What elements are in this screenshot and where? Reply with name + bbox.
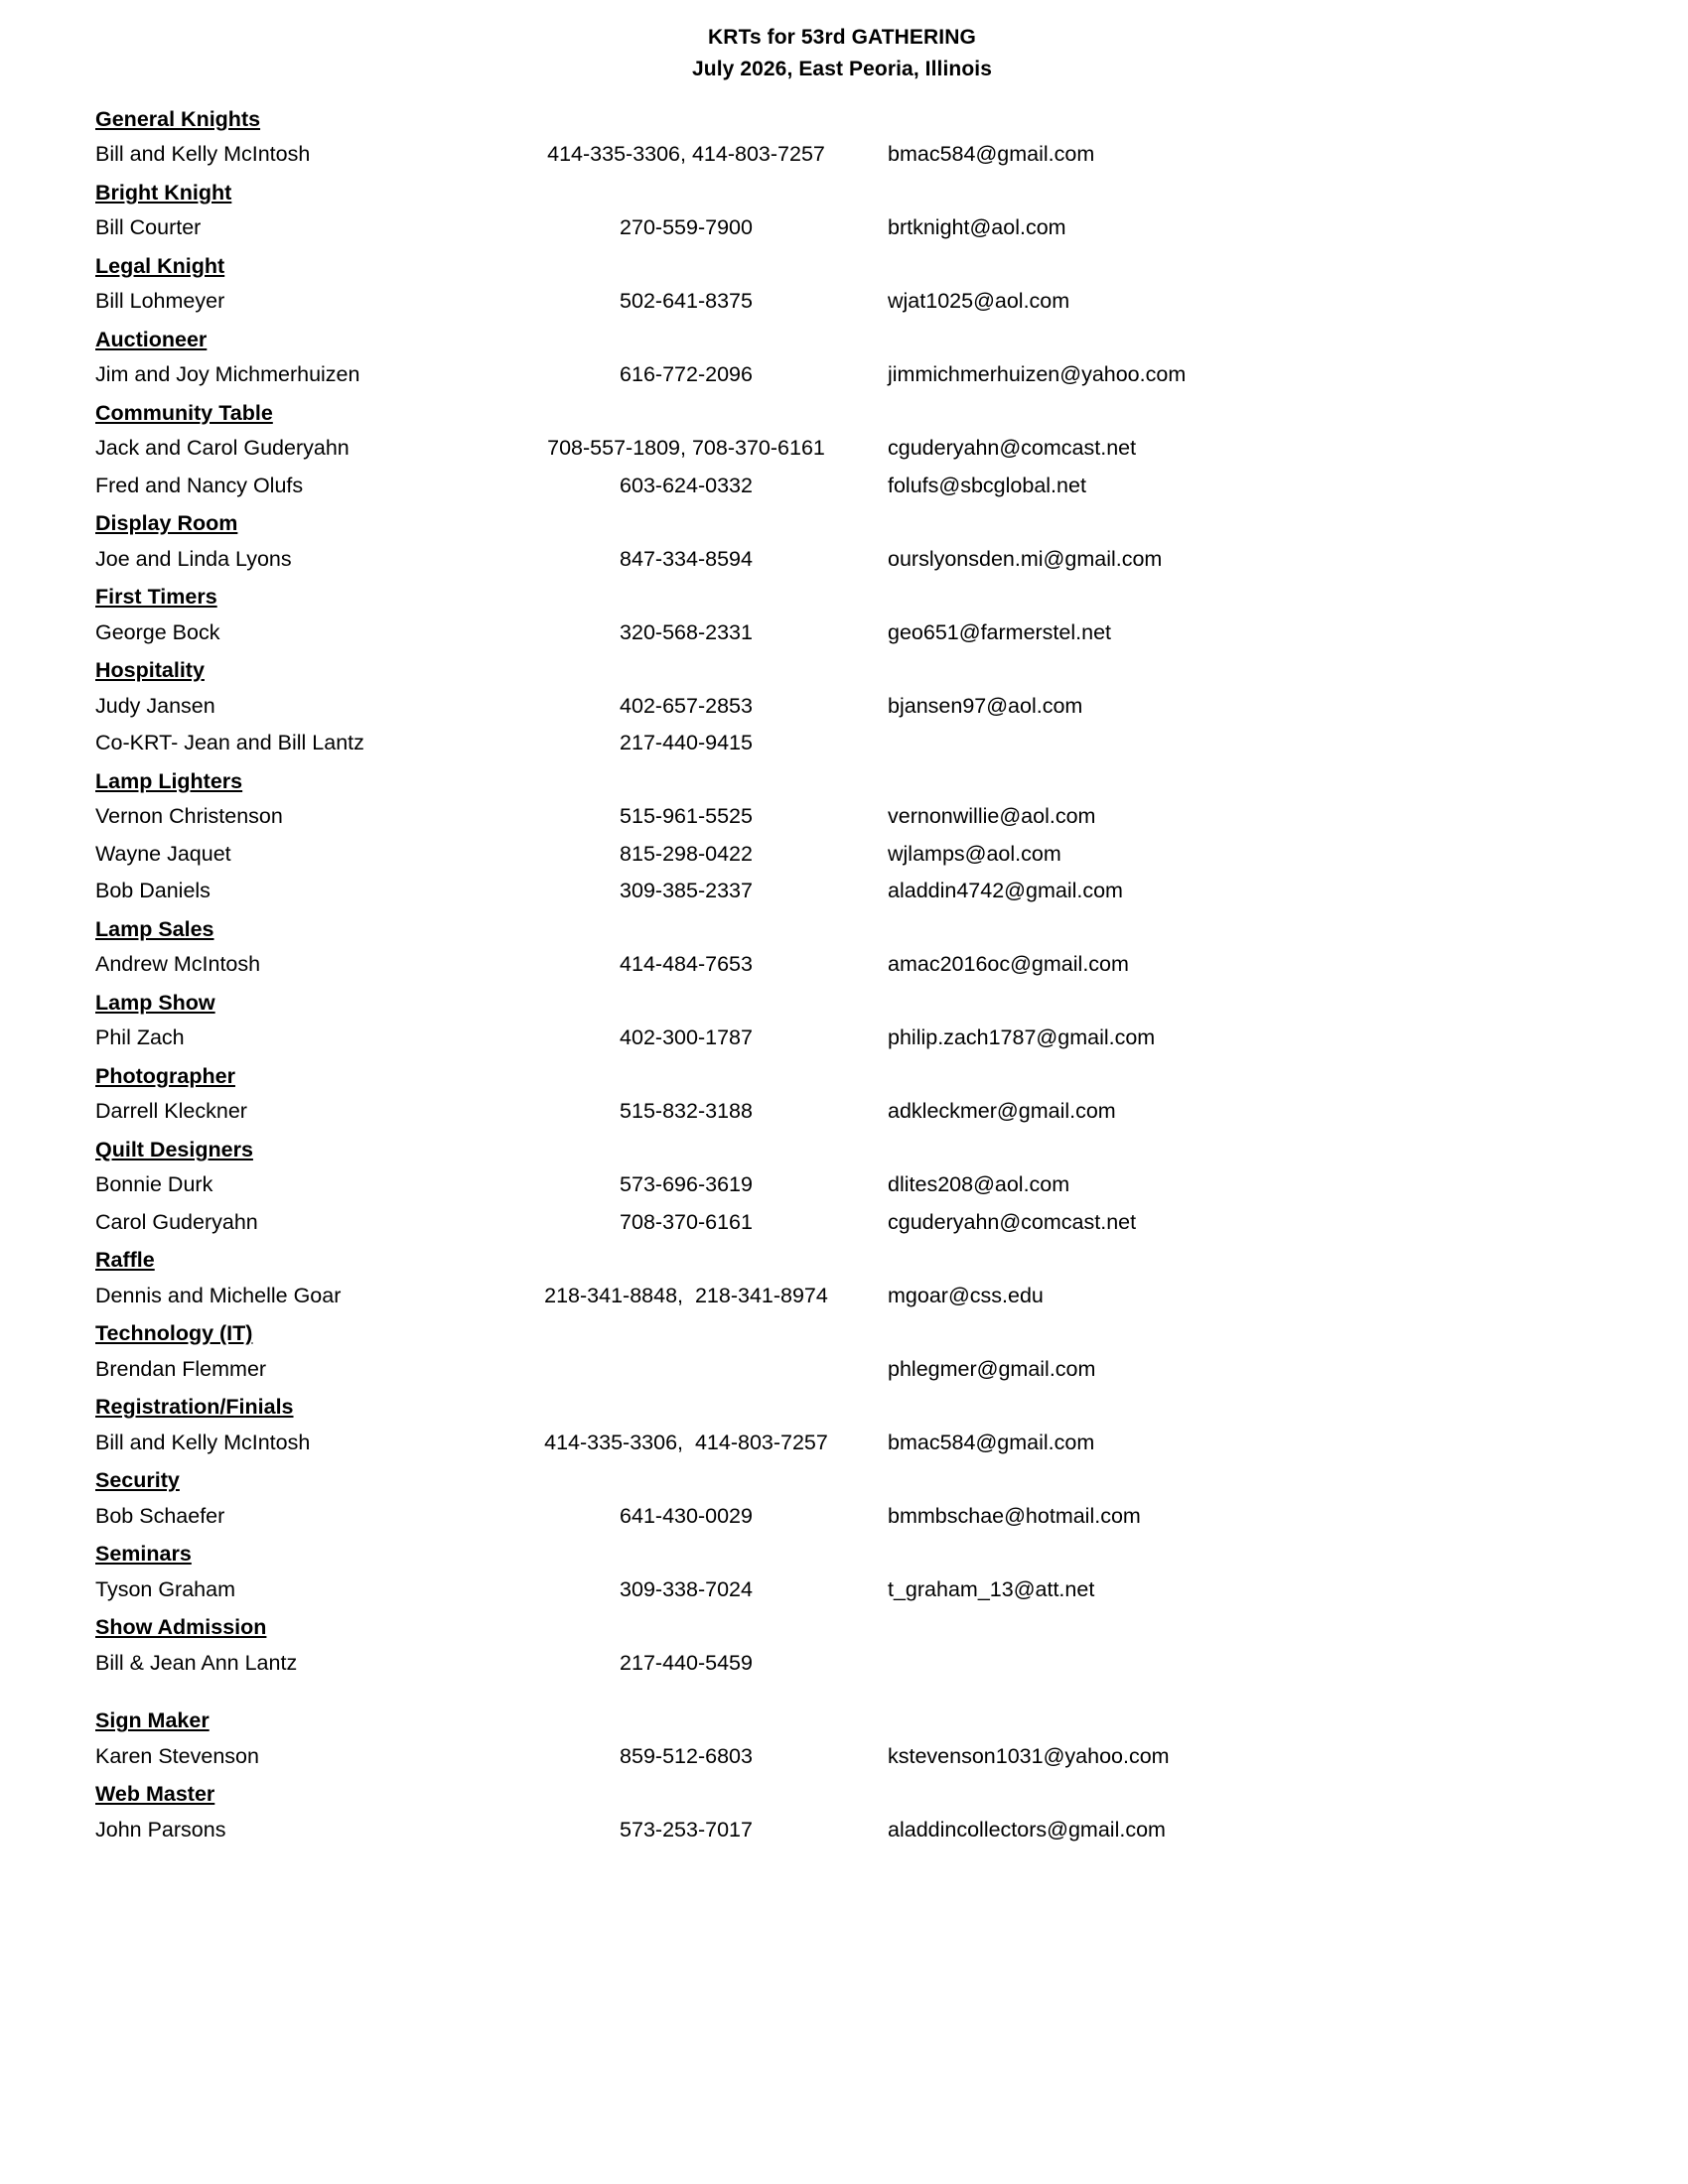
contact-phone: 708-370-6161	[620, 1209, 753, 1234]
contact-name: Brendan Flemmer	[95, 1356, 267, 1381]
contact-phone: 218-341-8848, 218-341-8974	[544, 1283, 828, 1307]
section-title: Seminars	[95, 1542, 192, 1567]
page-title-line-2: July 2026, East Peoria, Illinois	[691, 57, 992, 80]
section-title: Lamp Sales	[95, 916, 214, 941]
contact-phone: 270-559-7900	[620, 215, 753, 240]
section-title: Security	[95, 1468, 180, 1493]
section-title-row	[95, 1607, 1569, 1644]
contact-email: vernonwillie@aol.com	[888, 804, 1096, 829]
contact-phone: 515-832-3188	[620, 1099, 753, 1124]
contact-phone: 414-335-3306, 414-803-7257	[547, 142, 825, 167]
contact-name: Dennis and Michelle Goar	[95, 1283, 342, 1307]
contact-phone: 217-440-5459	[620, 1650, 753, 1675]
contact-name: Vernon Christenson	[95, 804, 283, 829]
contact-name: Bill Lohmeyer	[95, 289, 225, 314]
contact-phone: 402-300-1787	[620, 1025, 753, 1050]
contact-email: mgoar@css.edu	[888, 1283, 1044, 1307]
section-title: Raffle	[95, 1248, 155, 1273]
section-title: Community Table	[95, 400, 273, 425]
section-title: Display Room	[95, 511, 238, 536]
section-title: Auctioneer	[95, 327, 208, 351]
contact-email: aladdincollectors@gmail.com	[888, 1817, 1166, 1842]
section-title-row	[95, 1240, 1569, 1277]
krt-section	[95, 173, 1569, 246]
contact-row	[95, 1497, 1569, 1535]
contact-name: Bonnie Durk	[95, 1172, 213, 1197]
section-title-row	[95, 246, 1569, 283]
section-title: Quilt Designers	[95, 1137, 253, 1161]
krt-section	[95, 1240, 1569, 1313]
section-spacer	[95, 1681, 1569, 1701]
contact-row	[95, 724, 1569, 761]
contact-row	[95, 872, 1569, 909]
contact-phone: 573-696-3619	[620, 1172, 753, 1197]
krt-section	[95, 320, 1569, 393]
contact-name: Jack and Carol Guderyahn	[95, 436, 350, 461]
contact-phone: 815-298-0422	[620, 841, 753, 866]
contact-email: dlites208@aol.com	[888, 1172, 1070, 1197]
krt-section	[95, 577, 1569, 650]
contact-phone: 414-484-7653	[620, 952, 753, 977]
contact-name: Bob Schaefer	[95, 1503, 225, 1528]
krt-sections-list	[95, 99, 1569, 1848]
contact-row	[95, 1277, 1569, 1314]
contact-email: adkleckmer@gmail.com	[888, 1099, 1116, 1124]
contact-row	[95, 208, 1569, 246]
section-title-row	[95, 1460, 1569, 1497]
contact-phone: 309-338-7024	[620, 1576, 753, 1601]
contact-row	[95, 540, 1569, 578]
contact-row	[95, 1570, 1569, 1608]
contact-name: Judy Jansen	[95, 693, 215, 718]
contact-phone: 515-961-5525	[620, 804, 753, 829]
krt-section	[95, 761, 1569, 909]
contact-phone: 603-624-0332	[620, 473, 753, 497]
contact-name: Darrell Kleckner	[95, 1099, 247, 1124]
contact-row	[95, 1092, 1569, 1130]
section-title-row	[95, 99, 1569, 136]
section-title: Sign Maker	[95, 1708, 210, 1733]
contact-name: Bob Daniels	[95, 879, 211, 903]
contact-name: Bill and Kelly McIntosh	[95, 142, 311, 167]
contact-phone: 402-657-2853	[620, 693, 753, 718]
contact-row	[95, 797, 1569, 835]
contact-row	[95, 1424, 1569, 1461]
krt-section	[95, 909, 1569, 983]
krt-section	[95, 983, 1569, 1056]
contact-row	[95, 1019, 1569, 1056]
section-title: Lamp Show	[95, 990, 215, 1015]
contact-name: Karen Stevenson	[95, 1743, 259, 1768]
contact-phone: 641-430-0029	[620, 1503, 753, 1528]
contact-phone: 616-772-2096	[620, 362, 753, 387]
section-title: General Knights	[95, 106, 261, 131]
contact-name: Bill & Jean Ann Lantz	[95, 1650, 298, 1675]
contact-email: wjlamps@aol.com	[888, 841, 1061, 866]
section-title: Photographer	[95, 1063, 235, 1088]
krt-section	[95, 1607, 1569, 1681]
contact-row	[95, 282, 1569, 320]
contact-name: Joe and Linda Lyons	[95, 546, 292, 571]
contact-email: bjansen97@aol.com	[888, 693, 1083, 718]
contact-name: Co-KRT- Jean and Bill Lantz	[95, 731, 364, 755]
krt-section	[95, 246, 1569, 320]
contact-email: cguderyahn@comcast.net	[888, 1209, 1137, 1234]
contact-row	[95, 1350, 1569, 1388]
contact-row	[95, 429, 1569, 467]
contact-phone: 847-334-8594	[620, 546, 753, 571]
contact-email: folufs@sbcglobal.net	[888, 473, 1086, 497]
krt-section	[95, 1534, 1569, 1607]
section-title-row	[95, 393, 1569, 430]
section-title-row	[95, 1387, 1569, 1424]
contact-email: aladdin4742@gmail.com	[888, 879, 1123, 903]
section-title-row	[95, 1774, 1569, 1811]
page-title-line-1: KRTs for 53rd GATHERING	[708, 26, 976, 49]
contact-row	[95, 945, 1569, 983]
section-title: Lamp Lighters	[95, 768, 243, 793]
contact-email: philip.zach1787@gmail.com	[888, 1025, 1156, 1050]
section-title-row	[95, 1056, 1569, 1093]
contact-email: ourslyonsden.mi@gmail.com	[888, 546, 1163, 571]
contact-row	[95, 614, 1569, 651]
contact-email: wjat1025@aol.com	[888, 289, 1070, 314]
section-title: Registration/Finials	[95, 1395, 294, 1420]
contact-name: Carol Guderyahn	[95, 1209, 258, 1234]
section-title-row	[95, 503, 1569, 540]
section-title-row	[95, 983, 1569, 1020]
section-title-row	[95, 577, 1569, 614]
contact-email: bmmbschae@hotmail.com	[888, 1503, 1141, 1528]
krt-section	[95, 99, 1569, 173]
contact-row	[95, 835, 1569, 873]
krt-section	[95, 393, 1569, 504]
contact-row	[95, 1737, 1569, 1775]
contact-phone: 320-568-2331	[620, 619, 753, 644]
contact-name: Wayne Jaquet	[95, 841, 231, 866]
contact-row	[95, 467, 1569, 504]
contact-name: Phil Zach	[95, 1025, 185, 1050]
section-title-row	[95, 320, 1569, 356]
section-title-row	[95, 909, 1569, 946]
section-title: Bright Knight	[95, 180, 232, 205]
section-title: Technology (IT)	[95, 1321, 253, 1346]
contact-phone: 573-253-7017	[620, 1817, 753, 1842]
contact-name: Bill and Kelly McIntosh	[95, 1430, 311, 1454]
contact-email: bmac584@gmail.com	[888, 142, 1095, 167]
contact-row	[95, 1203, 1569, 1241]
contact-phone: 708-557-1809, 708-370-6161	[547, 436, 825, 461]
contact-name: Jim and Joy Michmerhuizen	[95, 362, 360, 387]
section-title: Web Master	[95, 1782, 215, 1807]
contact-email: phlegmer@gmail.com	[888, 1356, 1096, 1381]
contact-name: John Parsons	[95, 1817, 226, 1842]
contact-email: kstevenson1031@yahoo.com	[888, 1743, 1170, 1768]
contact-row	[95, 1644, 1569, 1682]
krt-section	[95, 1774, 1569, 1847]
contact-row	[95, 1811, 1569, 1848]
krt-section	[95, 1130, 1569, 1241]
krt-section	[95, 503, 1569, 577]
section-title-row	[95, 761, 1569, 798]
contact-row	[95, 135, 1569, 173]
krt-section	[95, 1387, 1569, 1460]
contact-name: Andrew McIntosh	[95, 952, 261, 977]
krt-section	[95, 1701, 1569, 1774]
contact-email: geo651@farmerstel.net	[888, 619, 1112, 644]
contact-row	[95, 687, 1569, 725]
contact-email: t_graham_13@att.net	[888, 1576, 1095, 1601]
contact-email: jimmichmerhuizen@yahoo.com	[888, 362, 1187, 387]
section-title-row	[95, 173, 1569, 209]
page-title	[95, 22, 1569, 85]
krt-section	[95, 1313, 1569, 1387]
section-title-row	[95, 1534, 1569, 1570]
contact-phone: 217-440-9415	[620, 731, 753, 755]
contact-phone: 414-335-3306, 414-803-7257	[544, 1430, 828, 1454]
contact-phone: 859-512-6803	[620, 1743, 753, 1768]
contact-phone: 502-641-8375	[620, 289, 753, 314]
contact-name: Tyson Graham	[95, 1576, 235, 1601]
section-title: Hospitality	[95, 658, 205, 683]
section-title: Legal Knight	[95, 253, 225, 278]
contact-email: amac2016oc@gmail.com	[888, 952, 1129, 977]
section-title-row	[95, 1313, 1569, 1350]
section-title-row	[95, 1130, 1569, 1166]
contact-name: Fred and Nancy Olufs	[95, 473, 304, 497]
contact-name: Bill Courter	[95, 215, 202, 240]
contact-phone: 309-385-2337	[620, 879, 753, 903]
section-title-row	[95, 650, 1569, 687]
section-title: First Timers	[95, 585, 217, 610]
contact-email: cguderyahn@comcast.net	[888, 436, 1137, 461]
krt-section	[95, 650, 1569, 761]
contact-email: brtknight@aol.com	[888, 215, 1066, 240]
krt-section	[95, 1056, 1569, 1130]
contact-row	[95, 1165, 1569, 1203]
contact-name: George Bock	[95, 619, 220, 644]
contact-email: bmac584@gmail.com	[888, 1430, 1095, 1454]
contact-row	[95, 355, 1569, 393]
section-title-row	[95, 1701, 1569, 1737]
section-title: Show Admission	[95, 1615, 267, 1640]
krt-section	[95, 1460, 1569, 1534]
